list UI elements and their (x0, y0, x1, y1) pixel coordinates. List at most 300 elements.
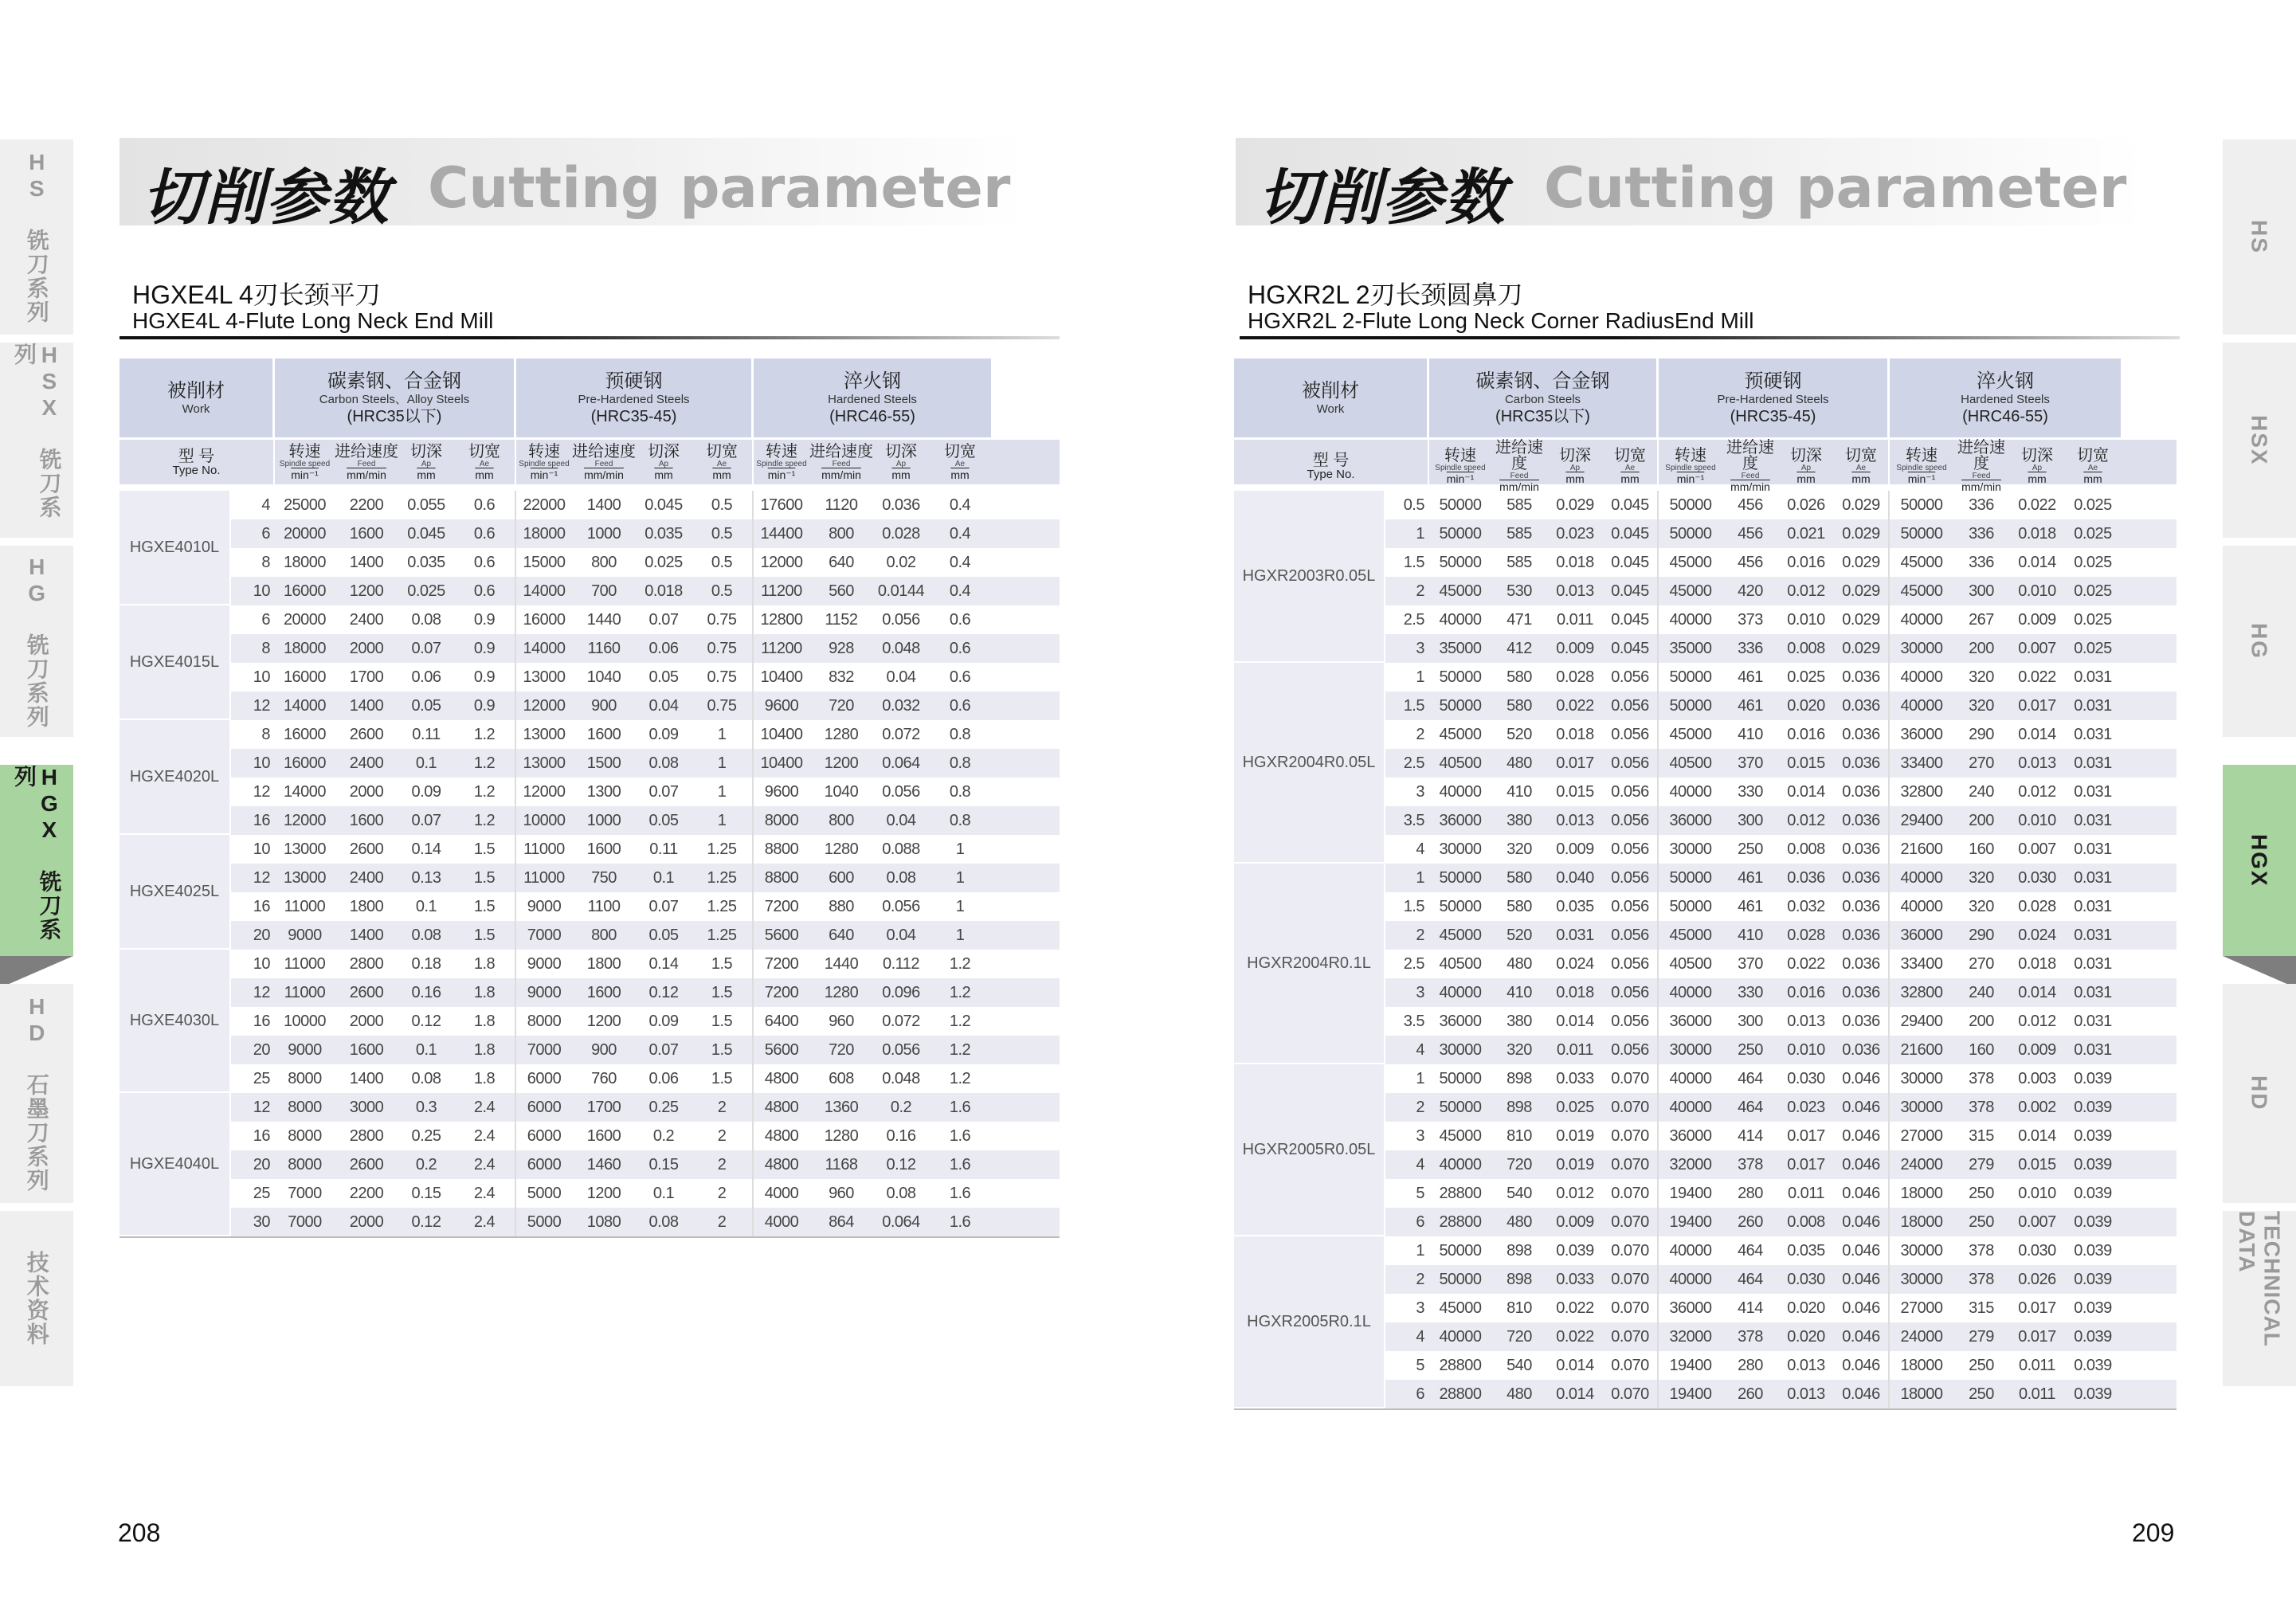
param-name-en: Ap (658, 460, 669, 468)
param-cell: 0.056 (1603, 720, 1659, 749)
banner-title-en: Cutting parameter (1544, 155, 2127, 221)
page-number: 208 (118, 1518, 161, 1547)
series-tab[interactable] (2223, 343, 2296, 538)
param-cell: 0.8 (949, 754, 971, 772)
param-cell: 0.023 (1787, 1098, 1825, 1116)
param-cell: 0.031 (2074, 1040, 2112, 1059)
param-cell: 1400 (349, 553, 384, 571)
param-cell: 7000 (527, 926, 562, 944)
param-cell: 30000 (1900, 1241, 1943, 1260)
param-name: 切宽 (1614, 447, 1646, 464)
param-cell: 0.009 (2018, 1040, 2056, 1059)
param-cell: 4800 (764, 1155, 799, 1173)
series-tab-label: HGX 铣刀系列 (12, 765, 62, 942)
param-cell: 0.056 (1603, 835, 1659, 864)
diameter-cell: 25 (253, 1069, 270, 1087)
param-name-en: Spindle speed (279, 460, 331, 468)
diameter-cell: 1 (1416, 1069, 1424, 1087)
param-cell: 0.15 (411, 1184, 441, 1202)
diameter-cell: 3 (1416, 639, 1424, 657)
table-row (231, 1036, 1060, 1064)
param-header (1722, 440, 1778, 492)
param-cell: 0.056 (1603, 921, 1659, 950)
param-cell: 0.025 (2074, 553, 2112, 571)
param-cell: 0.05 (648, 926, 679, 944)
param-cell: 0.06 (648, 639, 679, 657)
param-cell: 0.046 (1834, 1179, 1890, 1208)
param-cell: 250 (1969, 1356, 1994, 1374)
model-group (1234, 663, 2176, 864)
param-cell: 35000 (1669, 639, 1712, 657)
param-cell: 0.05 (648, 811, 679, 829)
param-cell: 0.4 (949, 496, 971, 514)
param-cell: 0.014 (2018, 725, 2056, 743)
param-cell: 0.064 (882, 754, 920, 772)
param-cell: 18000 (283, 553, 327, 571)
diameter-cell: 5 (1416, 1184, 1424, 1202)
model-cell: HGXE4015L (120, 605, 231, 720)
param-cell: 0.8 (949, 782, 971, 801)
table-row (231, 663, 1060, 691)
param-cell: 250 (1969, 1184, 1994, 1202)
param-cell: 8800 (764, 868, 799, 887)
table-row (1385, 1093, 2176, 1122)
series-tab[interactable] (2223, 1211, 2296, 1386)
param-header (1834, 440, 1890, 492)
param-cell: 1120 (825, 496, 858, 514)
param-cell: 10400 (760, 754, 803, 772)
param-cell: 0.8 (949, 811, 971, 829)
param-unit: $\overline{mm}$ (2083, 472, 2102, 485)
param-cell: 0.06 (648, 1069, 679, 1087)
param-cell: 1200 (586, 1184, 621, 1202)
material-hardness: (HRC46-55) (1962, 407, 2048, 425)
param-name: 转速 (1906, 447, 1937, 464)
title-underline (120, 336, 1060, 339)
param-cell: 0.029 (1834, 548, 1890, 577)
param-cell: 1080 (586, 1213, 621, 1231)
param-cell: 410 (1738, 926, 1763, 944)
param-cell: 290 (1969, 725, 1994, 743)
param-cell: 0.4 (949, 582, 971, 600)
param-cell: 0.019 (1556, 1126, 1594, 1145)
param-cell: 0.033 (1556, 1270, 1594, 1288)
param-cell: 456 (1738, 553, 1763, 571)
param-unit: mm/min (1730, 480, 1770, 493)
model-cell: HGXR2005R0.1L (1234, 1236, 1385, 1408)
param-cell: 0.031 (2074, 725, 2112, 743)
diameter-cell: 30 (253, 1213, 270, 1231)
material-name: 碳素钢、合金钢 (327, 370, 461, 392)
param-cell: 1500 (586, 754, 621, 772)
param-cell: 378 (1969, 1270, 1994, 1288)
diameter-cell: 1.5 (1403, 696, 1424, 715)
diameter-cell: 12 (253, 983, 270, 1001)
param-cell: 0.031 (2074, 926, 2112, 944)
param-cell: 0.031 (2074, 1012, 2112, 1030)
param-cell: 0.9 (454, 634, 516, 663)
param-cell: 760 (591, 1069, 617, 1087)
param-cell: 0.6 (949, 668, 971, 686)
title-underline (1240, 336, 2180, 339)
param-cell: 0.5 (692, 519, 754, 548)
material-header (516, 358, 754, 437)
diameter-cell: 6 (1416, 1213, 1424, 1231)
diameter-cell: 1 (1416, 668, 1424, 686)
param-name-en: Spindle speed (1665, 464, 1716, 472)
param-header (335, 440, 398, 484)
param-cell: 0.12 (648, 983, 679, 1001)
param-cell: 0.070 (1603, 1208, 1659, 1236)
param-cell: 0.045 (1603, 634, 1659, 663)
param-cell: 1280 (824, 725, 859, 743)
param-cell: 480 (1507, 954, 1532, 973)
param-cell: 1440 (586, 610, 621, 629)
param-cell: 0.056 (1603, 978, 1659, 1007)
product-title-en: HGXE4L 4-Flute Long Neck End Mill (132, 308, 494, 333)
param-cell: 0.08 (411, 926, 441, 944)
param-cell: 0.007 (2018, 639, 2056, 657)
param-cell: 0.036 (882, 496, 920, 514)
table-row (231, 1179, 1060, 1208)
table-row (1385, 806, 2176, 835)
param-cell: 0.039 (2074, 1155, 2112, 1173)
table-row (1385, 1150, 2176, 1179)
param-cell: 1 (955, 868, 965, 887)
model-rows (1385, 491, 2176, 663)
diameter-cell: 12 (253, 1098, 270, 1116)
table-row (231, 864, 1060, 892)
model-rows (231, 720, 1060, 835)
param-cell: 0.024 (2018, 926, 2056, 944)
param-cell: 7000 (527, 1040, 562, 1059)
param-cell: 6000 (527, 1069, 562, 1087)
param-cell: 30000 (1900, 1098, 1943, 1116)
diameter-cell: 3 (1416, 1126, 1424, 1145)
param-cell: 0.2 (415, 1155, 437, 1173)
param-cell: 50000 (1669, 696, 1712, 715)
series-tab[interactable] (2223, 765, 2296, 956)
param-cell: 0.039 (2074, 1327, 2112, 1346)
param-cell: 12800 (760, 610, 803, 629)
param-cell: 0.021 (1787, 524, 1825, 543)
param-cell: 0.056 (1603, 1007, 1659, 1036)
param-cell: 10000 (523, 811, 566, 829)
param-cell: 0.017 (2018, 696, 2056, 715)
param-cell: 0.011 (1787, 1184, 1825, 1202)
series-tab[interactable] (0, 984, 73, 1203)
param-cell: 0.036 (1834, 978, 1890, 1007)
param-cell: 1.5 (454, 921, 516, 950)
material-hardness: (HRC35以下) (1495, 407, 1590, 425)
param-cell: 720 (1507, 1155, 1532, 1173)
param-unit: min⁻¹ (1676, 472, 1705, 485)
param-cell: 0.07 (648, 782, 679, 801)
param-cell: 11000 (284, 954, 326, 973)
param-cell: 50000 (1669, 668, 1712, 686)
param-cell: 50000 (1439, 1069, 1482, 1087)
series-tab[interactable] (0, 546, 73, 737)
table-row (1385, 548, 2176, 577)
param-cell: 20000 (283, 524, 327, 543)
param-cell: 0.045 (1603, 519, 1659, 548)
param-unit: min⁻¹ (767, 468, 796, 481)
param-cell: 1600 (349, 524, 384, 543)
diameter-cell: 5 (1416, 1356, 1424, 1374)
table-row (1385, 1122, 2176, 1150)
param-cell: 0.039 (2074, 1270, 2112, 1288)
param-cell: 608 (829, 1069, 854, 1087)
table-row (1385, 1236, 2176, 1265)
diameter-cell: 12 (253, 868, 270, 887)
param-name-en: Feed (1972, 472, 1991, 480)
param-cell: 0.1 (415, 754, 437, 772)
param-cell: 832 (829, 668, 854, 686)
param-cell: 0.08 (648, 1213, 679, 1231)
param-cell: 12000 (523, 696, 566, 715)
param-cell: 40000 (1669, 1270, 1712, 1288)
param-cell: 45000 (1439, 1299, 1482, 1317)
param-cell: 2000 (349, 639, 384, 657)
param-cell: 45000 (1669, 725, 1712, 743)
param-cell: 0.030 (1787, 1270, 1825, 1288)
param-cell: 2600 (349, 983, 384, 1001)
param-cell: 471 (1507, 610, 1532, 629)
table-row (1385, 1179, 2176, 1208)
param-cell: 1 (955, 897, 965, 915)
param-cell: 11200 (761, 582, 802, 600)
param-name: 进给速度 (1726, 439, 1774, 472)
diameter-cell: 3.5 (1403, 1012, 1424, 1030)
param-cell: 40000 (1669, 782, 1712, 801)
param-cell: 50000 (1900, 496, 1943, 514)
diameter-cell: 2 (1416, 1270, 1424, 1288)
param-cell: 1168 (825, 1155, 858, 1173)
param-name: 进给速度 (572, 443, 636, 460)
param-cell: 0.017 (1787, 1155, 1825, 1173)
param-cell: 0.039 (1556, 1241, 1594, 1260)
param-cell: 1.6 (949, 1184, 971, 1202)
param-cell: 0.072 (882, 1012, 920, 1030)
param-cell: 0.029 (1834, 605, 1890, 634)
param-cell: 380 (1507, 811, 1532, 829)
param-cell: 0.1 (415, 1040, 437, 1059)
param-cell: 464 (1738, 1098, 1763, 1116)
param-cell: 4800 (764, 1069, 799, 1087)
diameter-cell: 10 (253, 582, 270, 600)
param-name-en: Feed (357, 460, 376, 468)
param-cell: 40000 (1900, 868, 1943, 887)
diameter-cell: 16 (253, 811, 270, 829)
table-row (231, 548, 1060, 577)
param-cell: 0.028 (1787, 926, 1825, 944)
param-cell: 0.022 (2018, 668, 2056, 686)
param-name: 进给速度 (1957, 439, 2005, 472)
param-cell: 22000 (523, 496, 566, 514)
param-cell: 800 (591, 553, 617, 571)
param-cell: 0.009 (1556, 1213, 1594, 1231)
param-cell: 15000 (523, 553, 566, 571)
param-cell: 16000 (523, 610, 566, 629)
param-cell: 0.031 (2074, 897, 2112, 915)
param-name-en: Ap (421, 460, 432, 468)
param-cell: 0.2 (890, 1098, 912, 1116)
param-cell: 480 (1507, 754, 1532, 772)
param-cell: 40000 (1669, 1069, 1712, 1087)
series-tab[interactable] (2223, 139, 2296, 335)
param-cell: 0.033 (1556, 1069, 1594, 1087)
param-name: 转速 (766, 443, 797, 460)
series-tab[interactable] (0, 1211, 73, 1386)
param-cell: 50000 (1439, 868, 1482, 887)
param-cell: 1600 (349, 811, 384, 829)
param-cell: 0.08 (411, 1069, 441, 1087)
model-cell: HGXR2005R0.05L (1234, 1064, 1385, 1236)
param-cell: 0.096 (882, 983, 920, 1001)
param-cell: 0.025 (2074, 610, 2112, 629)
param-cell: 0.12 (411, 1213, 441, 1231)
diameter-cell: 16 (253, 1012, 270, 1030)
param-cell: 0.017 (1556, 754, 1594, 772)
param-cell: 0.031 (2074, 668, 2112, 686)
model-group (1234, 1236, 2176, 1408)
series-tab-label: HS (2247, 220, 2272, 254)
diameter-cell: 1 (1416, 524, 1424, 543)
param-cell: 0.1 (415, 897, 437, 915)
param-cell: 0.12 (886, 1155, 916, 1173)
param-cell: 0.025 (407, 582, 445, 600)
table-row (1385, 835, 2176, 864)
param-cell: 0.16 (886, 1126, 916, 1145)
param-name: 切深 (1790, 447, 1822, 464)
param-cell: 0.046 (1834, 1064, 1890, 1093)
param-cell: 0.07 (648, 897, 679, 915)
param-cell: 0.09 (648, 1012, 679, 1030)
param-cell: 0.026 (1787, 496, 1825, 514)
param-cell: 13000 (523, 725, 566, 743)
param-name-en: Ae (2087, 464, 2098, 472)
param-cell: 21600 (1900, 1040, 1943, 1059)
param-name-en: Ae (716, 460, 727, 468)
table-row (231, 1122, 1060, 1150)
param-cell: 20000 (283, 610, 327, 629)
param-cell: 320 (1969, 868, 1994, 887)
param-name: 切宽 (706, 443, 738, 460)
param-cell: 0.028 (2018, 897, 2056, 915)
model-group (120, 720, 1060, 835)
param-cell: 8000 (288, 1098, 322, 1116)
param-cell: 1.2 (949, 1040, 971, 1059)
param-cell: 336 (1969, 496, 1994, 514)
param-cell: 5000 (527, 1184, 562, 1202)
param-cell: 0.12 (411, 1012, 441, 1030)
param-cell: 28800 (1439, 1385, 1482, 1403)
param-cell: 0.036 (1787, 868, 1825, 887)
param-cell: 0.046 (1834, 1122, 1890, 1150)
diameter-cell: 20 (253, 926, 270, 944)
model-rows (1385, 1236, 2176, 1408)
table-header-params (1234, 437, 2176, 493)
param-cell: 9000 (527, 983, 562, 1001)
param-unit: $\overline{mm}$ (950, 468, 970, 481)
param-cell: 45000 (1439, 725, 1482, 743)
param-cell: 40000 (1669, 1241, 1712, 1260)
param-cell: 11000 (523, 840, 565, 858)
param-cell: 200 (1969, 1012, 1994, 1030)
param-cell: 370 (1738, 954, 1763, 973)
table-row (1385, 1265, 2176, 1294)
param-cell: 0.056 (1603, 806, 1659, 835)
param-cell: 8000 (527, 1012, 562, 1030)
param-cell: 0.056 (1603, 778, 1659, 806)
param-header (754, 440, 809, 484)
param-cell: 40000 (1669, 983, 1712, 1001)
diameter-cell: 4 (1416, 840, 1424, 858)
model-rows (1385, 1064, 2176, 1236)
series-tab[interactable] (0, 343, 73, 538)
param-cell: 0.017 (1787, 1126, 1825, 1145)
table-row (1385, 605, 2176, 634)
param-cell: 0.012 (2018, 782, 2056, 801)
param-unit: $\overline{mm}$ (475, 468, 494, 481)
param-cell: 0.016 (1787, 983, 1825, 1001)
param-cell: 0.032 (882, 696, 920, 715)
param-cell: 0.064 (882, 1213, 920, 1231)
param-unit: $\overline{mm}$ (712, 468, 731, 481)
param-cell: 12000 (523, 782, 566, 801)
param-cell: 0.4 (949, 553, 971, 571)
model-cell: HGXR2003R0.05L (1234, 491, 1385, 663)
series-tab[interactable] (0, 139, 73, 335)
param-unit: $\overline{mm}$ (1565, 472, 1585, 485)
table-row (1385, 491, 2176, 519)
param-cell: 0.022 (1787, 954, 1825, 973)
param-cell: 9600 (764, 782, 799, 801)
param-name-en: Feed (832, 460, 851, 468)
param-header (809, 440, 873, 484)
param-cell: 8000 (764, 811, 799, 829)
param-name-en: Ae (1855, 464, 1867, 472)
param-cell: 40000 (1439, 983, 1482, 1001)
param-cell: 0.029 (1556, 496, 1594, 514)
series-tab[interactable] (2223, 546, 2296, 737)
param-unit: mm/min (1499, 480, 1539, 493)
param-cell: 0.5 (692, 548, 754, 577)
model-rows (231, 491, 1060, 605)
param-cell: 0.070 (1603, 1236, 1659, 1265)
param-cell: 0.056 (1603, 749, 1659, 778)
table-row (231, 1093, 1060, 1122)
series-tab[interactable] (2223, 984, 2296, 1203)
param-cell: 45000 (1669, 926, 1712, 944)
param-cell: 17600 (760, 496, 803, 514)
param-cell: 0.022 (1556, 696, 1594, 715)
param-cell: 2000 (349, 1012, 384, 1030)
param-cell: 13000 (523, 754, 566, 772)
diameter-cell: 1.5 (1403, 897, 1424, 915)
param-header (398, 440, 454, 484)
param-cell: 0.07 (648, 610, 679, 629)
param-name-en: Ae (479, 460, 490, 468)
param-cell: 160 (1969, 1040, 1994, 1059)
param-cell: 9000 (288, 926, 322, 944)
material-header (1429, 358, 1659, 437)
series-tab[interactable] (0, 765, 73, 956)
param-cell: 0.046 (1834, 1265, 1890, 1294)
param-name-en: Feed (1741, 472, 1760, 480)
param-cell: 0.025 (645, 553, 683, 571)
diameter-cell: 20 (253, 1040, 270, 1059)
